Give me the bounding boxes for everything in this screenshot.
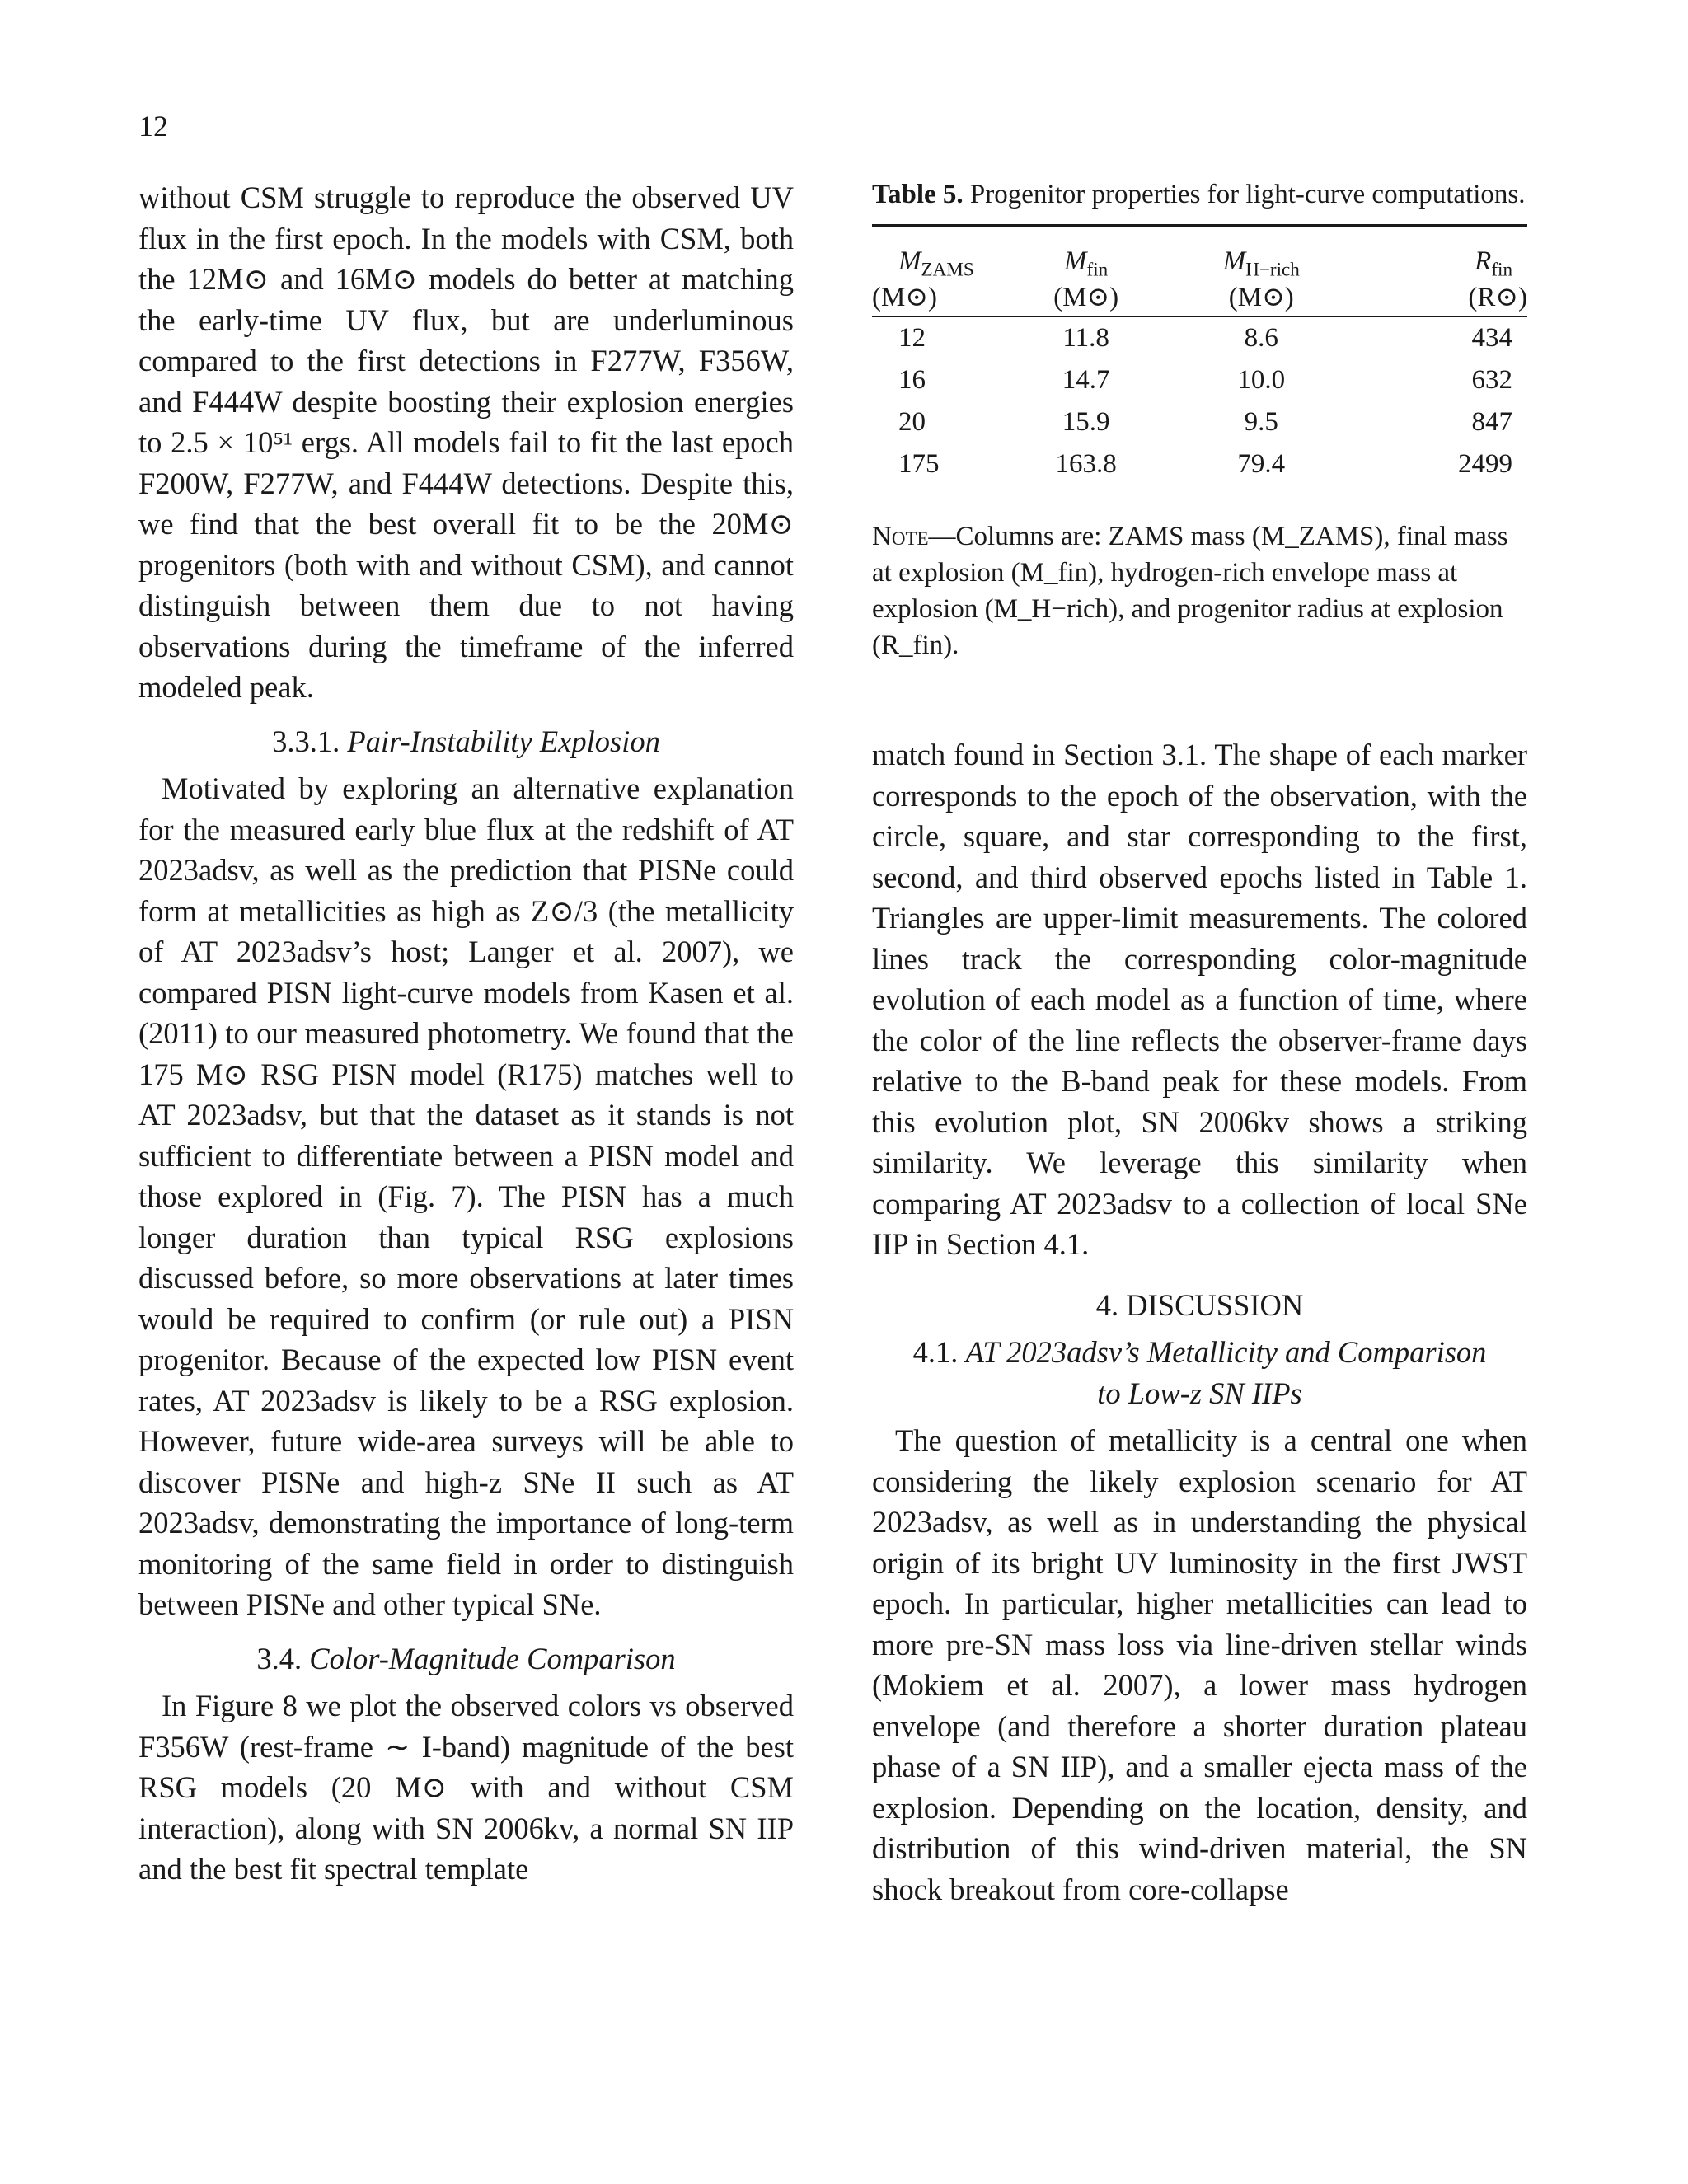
table-row [872,359,1527,401]
col-sub: H−rich [1245,258,1300,280]
col-unit: (R⊙) [1468,283,1527,312]
table-cell: 14.7 [1062,365,1110,395]
table-cell: 175 [898,449,940,479]
subsection-title-line1: AT 2023adsv’s Metallicity and Comparison [965,1335,1487,1369]
table-cell: 15.9 [1062,407,1110,437]
left-paragraph-3: In Figure 8 we plot the observed colors vs observed F356W (rest-frame ∼ I-band) magnitude of the best RSG models (20 M⊙ with and without CSM interaction), along with SN 2006kv, a normal SN IIP and the best fit spectral template [138,1689,794,1886]
section-number: 4. [1095,1287,1119,1322]
subsection-title-line2: to Low-z SN IIPs [1097,1376,1302,1410]
table-cell: 8.6 [1244,323,1278,353]
table-cell: 20 [898,407,926,437]
table-cell: 11.8 [1062,323,1109,353]
table-row [872,401,1527,443]
col-sym: R [1475,246,1492,276]
table-cell: 434 [1471,323,1512,353]
col-sub: ZAMS [921,258,974,280]
left-column [138,177,794,1890]
left-paragraph-2: Motivated by exploring an alternative explanation for the measured early blue flux at the redshift of AT 2023adsv, as well as the prediction that PISNe could form at metallicities as high as Z⊙/3 (the metallicity of AT 2023adsv’s host; Langer et al. 2007), we compared PISN light-curve models from Kasen et al. (2011) to our measured photometry. We found that the 175 M⊙ RSG PISN model (R175) matches well to AT 2023adsv, but that the dataset as it stands is not sufficient to differentiate between a PISN model and those explored in (Fig. 7). The PISN has a much longer duration than typical RSG explosions discussed before, so more observations at later times would be required to confirm (or rule out) a PISN progenitor. Because of the expected low PISN event rates, AT 2023adsv is likely to be a RSG explosion. However, future wide-area surveys will be able to discover PISNe and high-z SNe II such as AT 2023adsv, demonstrating the importance of long-term monitoring of the same field in order to distinguish between PISNe and other typical SNe. [138,771,794,1621]
subsection-title: Pair-Instability Explosion [347,724,660,758]
col-sym: M [898,246,921,276]
col-sub: fin [1491,258,1512,280]
subsection-number: 3.3.1. [272,724,340,758]
table-cell: 163.8 [1055,449,1117,479]
section-title: DISCUSSION [1126,1287,1304,1322]
subsection-3-3-1-heading [138,721,794,762]
subsection-number: 3.4. [256,1641,302,1675]
right-paragraph-2: The question of metallicity is a central one when considering the likely explosion scenario for AT 2023adsv, as well as in understanding the physical origin of its bright UV luminosity in the first JWST epoch. In particular, higher metallicities can lead to more pre-SN mass loss via line-driven stellar winds (Mokiem et al. 2007), a lower mass hydrogen envelope (and therefore a shorter duration plateau phase of a SN IIP), and a smaller ejecta mass of the explosion. Depending on the location, density, and distribution of this wind-driven material, the SN shock breakout from core-collapse [872,1423,1527,1906]
table-header-row [872,243,1527,279]
col-sub: fin [1086,258,1109,280]
table-caption [872,177,1527,213]
col-unit: (M⊙) [1228,283,1294,312]
col-sym: M [1222,246,1246,276]
note-text: —Columns are: ZAMS mass (M_ZAMS), final mass at explosion (M_fin), hydrogen-rich envelope mass at explosion (M_H−rich), and progenitor radius at explosion (R_fin). [872,522,1508,660]
table-note [872,518,1527,663]
progenitor-table [872,243,1527,485]
col-unit: (M⊙) [1053,283,1119,312]
table-caption-text: Progenitor properties for light-curve computations. [969,180,1526,209]
table-cell: 12 [898,323,926,353]
table-cell: 847 [1471,407,1512,437]
table-row [872,316,1527,359]
table-cell: 2499 [1458,449,1512,479]
table-cell: 79.4 [1237,449,1286,479]
section-4-heading [872,1285,1527,1326]
subsection-title: Color-Magnitude Comparison [309,1641,676,1675]
table-cell: 10.0 [1237,365,1286,395]
left-paragraph-1: without CSM struggle to reproduce the observed UV flux in the first epoch. In the models with CSM, both the 12M⊙ and 16M⊙ models do better at matching the early-time UV flux, but are underluminous compared to the first detections in F277W, F356W, and F444W despite boosting their explosion energies to 2.5 × 10⁵¹ ergs. All models fail to fit the last epoch F200W, F277W, and F444W detections. Despite this, we find that the best overall fit to be the 20M⊙ progenitors (both with and without CSM), and cannot distinguish between them due to not having observations during the timeframe of the inferred modeled peak. [138,180,794,704]
page-number: 12 [138,110,168,143]
subsection-number: 4.1. [912,1335,959,1369]
subsection-3-4-heading [138,1638,794,1680]
table-cell: 16 [898,365,926,395]
table-row [872,443,1527,485]
note-label: Note [872,522,929,551]
table-unit-row [872,279,1527,316]
table-cell: 632 [1471,365,1512,395]
subsection-4-1-heading [872,1332,1527,1413]
table-label: Table 5. [872,180,964,209]
col-unit: (M⊙) [872,283,937,312]
right-column [872,177,1527,1910]
table-cell: 9.5 [1244,407,1278,437]
col-sym: M [1064,246,1087,276]
right-paragraph-1: match found in Section 3.1. The shape of each marker corresponds to the epoch of the observation, with the circle, square, and star corresponding to the first, second, and third observed epochs listed in Table 1. Triangles are upper-limit measurements. The colored lines track the corresponding color-magnitude evolution of each model as a function of time, where the color of the line reflects the observer-frame days relative to the B-band peak for these models. From this evolution plot, SN 2006kv shows a striking similarity. We leverage this similarity when comparing AT 2023adsv to a collection of local SNe IIP in Section 4.1. [872,738,1527,1261]
